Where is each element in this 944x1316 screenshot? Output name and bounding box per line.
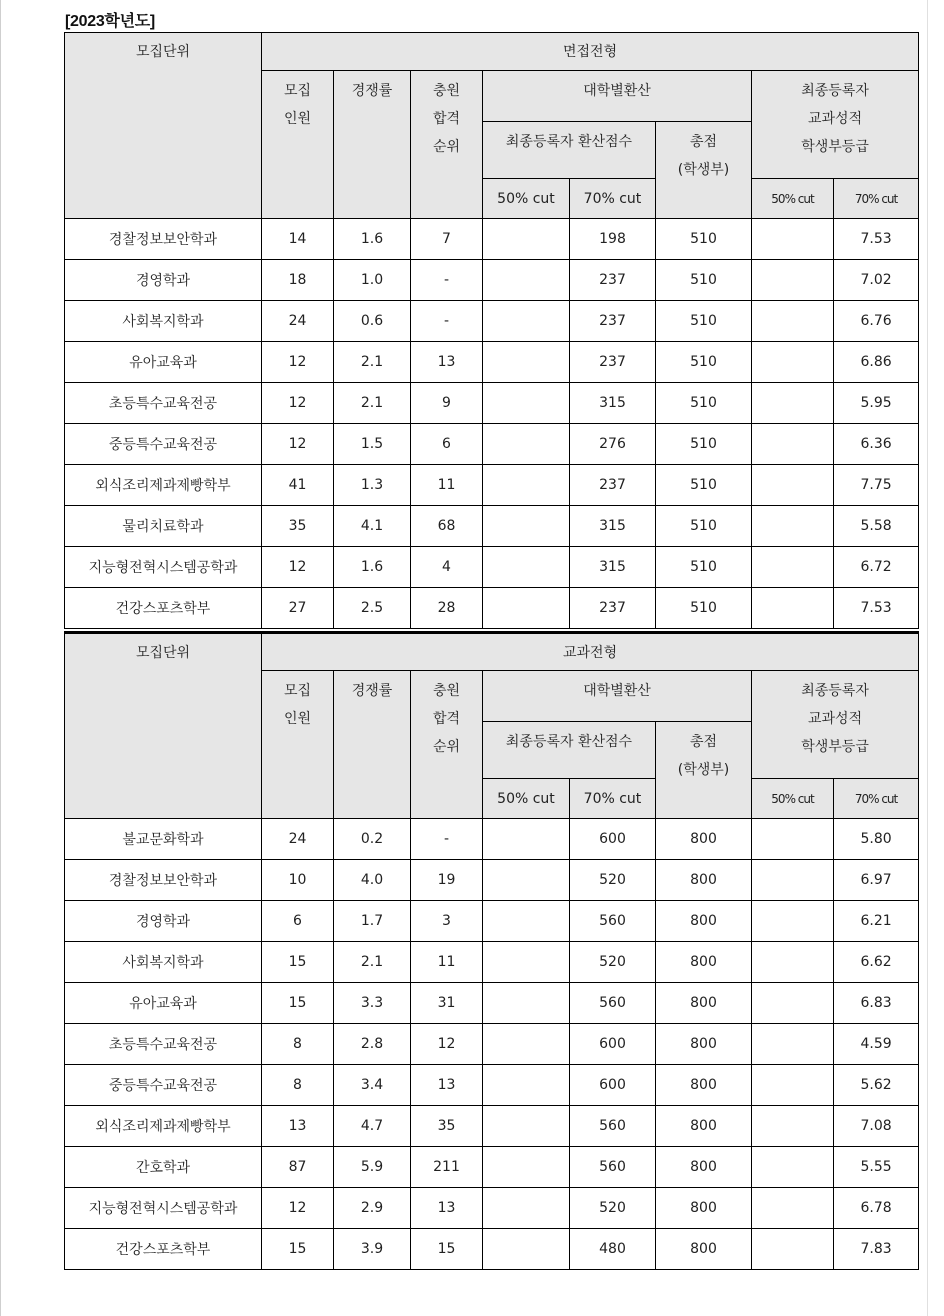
cell-conv-cut50 <box>483 588 570 629</box>
cell-competition: 5.9 <box>334 1147 411 1188</box>
cell-competition: 4.1 <box>334 506 411 547</box>
header-admission-type: 면접전형 <box>262 33 919 71</box>
cell-rank: 13 <box>411 1188 483 1229</box>
table-row <box>65 424 919 465</box>
cell-total-score: 800 <box>656 819 752 860</box>
cell-competition: 2.1 <box>334 342 411 383</box>
cell-conv-cut50 <box>483 1065 570 1106</box>
header-grade-cut50: 50% cut <box>752 179 834 219</box>
cell-rank: - <box>411 260 483 301</box>
cell-recruit: 12 <box>262 1188 334 1229</box>
table-row <box>65 1188 919 1229</box>
cell-competition: 1.5 <box>334 424 411 465</box>
cell-conv-cut70: 237 <box>570 588 656 629</box>
cell-grade-cut70: 6.97 <box>834 860 919 901</box>
cell-conv-cut70: 315 <box>570 547 656 588</box>
cell-grade-cut50 <box>752 301 834 342</box>
cell-conv-cut70: 520 <box>570 942 656 983</box>
cell-competition: 1.3 <box>334 465 411 506</box>
cell-grade-cut70: 7.83 <box>834 1229 919 1270</box>
cell-conv-cut70: 560 <box>570 1147 656 1188</box>
table-row <box>65 506 919 547</box>
cell-grade-cut70: 6.72 <box>834 547 919 588</box>
cell-unit: 물리치료학과 <box>65 506 262 547</box>
cell-conv-cut70: 237 <box>570 301 656 342</box>
cell-conv-cut50 <box>483 260 570 301</box>
cell-grade-cut50 <box>752 1147 834 1188</box>
table-body <box>65 219 919 629</box>
cell-unit: 경찰정보보안학과 <box>65 860 262 901</box>
cell-conv-cut50 <box>483 465 570 506</box>
cell-total-score: 510 <box>656 465 752 506</box>
table-row <box>65 588 919 629</box>
header-final-grade: 최종등록자 교과성적 학생부등급 <box>752 671 919 779</box>
cell-conv-cut70: 520 <box>570 860 656 901</box>
cell-rank: 12 <box>411 1024 483 1065</box>
cell-recruit: 13 <box>262 1106 334 1147</box>
cell-total-score: 510 <box>656 547 752 588</box>
cell-conv-cut50 <box>483 942 570 983</box>
cell-conv-cut70: 560 <box>570 983 656 1024</box>
cell-unit: 중등특수교육전공 <box>65 424 262 465</box>
cell-recruit: 12 <box>262 342 334 383</box>
cell-rank: 31 <box>411 983 483 1024</box>
cell-competition: 1.0 <box>334 260 411 301</box>
cell-competition: 3.4 <box>334 1065 411 1106</box>
header-final-grade: 최종등록자 교과성적 학생부등급 <box>752 71 919 179</box>
header-admission-type: 교과전형 <box>262 633 919 671</box>
table-row <box>65 819 919 860</box>
cell-conv-cut70: 560 <box>570 1106 656 1147</box>
cell-total-score: 800 <box>656 860 752 901</box>
cell-grade-cut50 <box>752 547 834 588</box>
cell-recruit: 87 <box>262 1147 334 1188</box>
cell-total-score: 510 <box>656 219 752 260</box>
cell-grade-cut50 <box>752 819 834 860</box>
cell-rank: 13 <box>411 1065 483 1106</box>
cell-total-score: 800 <box>656 1024 752 1065</box>
header-competition: 경쟁률 <box>334 71 411 219</box>
header-grade-cut50: 50% cut <box>752 779 834 819</box>
cell-recruit: 8 <box>262 1065 334 1106</box>
cell-conv-cut50 <box>483 383 570 424</box>
cell-conv-cut70: 198 <box>570 219 656 260</box>
cell-grade-cut70: 6.83 <box>834 983 919 1024</box>
cell-grade-cut50 <box>752 1106 834 1147</box>
table-row <box>65 342 919 383</box>
cell-grade-cut50 <box>752 1229 834 1270</box>
cell-unit: 경찰정보보안학과 <box>65 219 262 260</box>
cell-rank: 19 <box>411 860 483 901</box>
cell-competition: 2.1 <box>334 383 411 424</box>
cell-recruit: 14 <box>262 219 334 260</box>
table-row <box>65 1229 919 1270</box>
cell-recruit: 24 <box>262 301 334 342</box>
cell-recruit: 6 <box>262 901 334 942</box>
cell-rank: 11 <box>411 465 483 506</box>
cell-unit: 불교문화학과 <box>65 819 262 860</box>
cell-grade-cut70: 7.08 <box>834 1106 919 1147</box>
cell-total-score: 510 <box>656 260 752 301</box>
header-grade-cut70: 70% cut <box>834 179 919 219</box>
cell-recruit: 12 <box>262 424 334 465</box>
cell-rank: 211 <box>411 1147 483 1188</box>
cell-grade-cut50 <box>752 983 834 1024</box>
cell-grade-cut70: 5.55 <box>834 1147 919 1188</box>
cell-conv-cut50 <box>483 1106 570 1147</box>
subject-admission-table <box>64 631 919 1270</box>
cell-competition: 3.9 <box>334 1229 411 1270</box>
cell-unit: 사회복지학과 <box>65 942 262 983</box>
page-edge-left <box>0 0 1 1316</box>
cell-total-score: 510 <box>656 342 752 383</box>
cell-grade-cut70: 5.62 <box>834 1065 919 1106</box>
header-waitlist-rank: 충원 합격 순위 <box>411 71 483 219</box>
cell-total-score: 800 <box>656 983 752 1024</box>
header-waitlist-rank: 충원 합격 순위 <box>411 671 483 819</box>
cell-rank: 13 <box>411 342 483 383</box>
cell-competition: 4.7 <box>334 1106 411 1147</box>
cell-grade-cut70: 6.62 <box>834 942 919 983</box>
cell-unit: 경영학과 <box>65 901 262 942</box>
cell-competition: 2.1 <box>334 942 411 983</box>
cell-grade-cut50 <box>752 1188 834 1229</box>
cell-unit: 중등특수교육전공 <box>65 1065 262 1106</box>
cell-grade-cut70: 5.58 <box>834 506 919 547</box>
cell-grade-cut70: 6.76 <box>834 301 919 342</box>
cell-rank: - <box>411 819 483 860</box>
table-row <box>65 301 919 342</box>
header-university-conversion: 대학별환산 <box>483 671 752 722</box>
header-conv-cut70: 70% cut <box>570 179 656 219</box>
cell-conv-cut50 <box>483 819 570 860</box>
cell-conv-cut50 <box>483 901 570 942</box>
cell-recruit: 10 <box>262 860 334 901</box>
cell-unit: 외식조리제과제빵학부 <box>65 1106 262 1147</box>
table-row <box>65 219 919 260</box>
cell-conv-cut50 <box>483 1188 570 1229</box>
cell-conv-cut50 <box>483 1229 570 1270</box>
cell-grade-cut50 <box>752 901 834 942</box>
cell-competition: 2.9 <box>334 1188 411 1229</box>
cell-conv-cut50 <box>483 1024 570 1065</box>
cell-total-score: 510 <box>656 588 752 629</box>
cell-total-score: 800 <box>656 942 752 983</box>
cell-conv-cut70: 315 <box>570 506 656 547</box>
cell-competition: 0.2 <box>334 819 411 860</box>
cell-total-score: 800 <box>656 1106 752 1147</box>
cell-conv-cut50 <box>483 342 570 383</box>
cell-conv-cut50 <box>483 506 570 547</box>
cell-conv-cut70: 315 <box>570 383 656 424</box>
cell-total-score: 510 <box>656 301 752 342</box>
cell-recruit: 8 <box>262 1024 334 1065</box>
cell-grade-cut70: 6.86 <box>834 342 919 383</box>
header-total-score: 총점 (학생부) <box>656 122 752 219</box>
document-title: [2023학년도] <box>65 13 155 30</box>
header-recruit-count: 모집 인원 <box>262 671 334 819</box>
cell-conv-cut50 <box>483 1147 570 1188</box>
cell-grade-cut50 <box>752 383 834 424</box>
cell-conv-cut50 <box>483 983 570 1024</box>
cell-grade-cut70: 6.21 <box>834 901 919 942</box>
cell-recruit: 15 <box>262 942 334 983</box>
cell-competition: 2.5 <box>334 588 411 629</box>
cell-grade-cut70: 7.02 <box>834 260 919 301</box>
cell-total-score: 800 <box>656 1188 752 1229</box>
header-final-converted-score: 최종등록자 환산점수 <box>483 722 656 779</box>
cell-rank: 6 <box>411 424 483 465</box>
cell-recruit: 41 <box>262 465 334 506</box>
cell-grade-cut50 <box>752 1065 834 1106</box>
header-competition: 경쟁률 <box>334 671 411 819</box>
cell-conv-cut50 <box>483 547 570 588</box>
header-unit: 모집단위 <box>65 633 262 819</box>
cell-recruit: 15 <box>262 983 334 1024</box>
header-grade-cut70: 70% cut <box>834 779 919 819</box>
table-row <box>65 983 919 1024</box>
cell-recruit: 12 <box>262 547 334 588</box>
table-row <box>65 1147 919 1188</box>
cell-conv-cut70: 480 <box>570 1229 656 1270</box>
page-edge-right <box>927 0 928 1316</box>
header-final-converted-score: 최종등록자 환산점수 <box>483 122 656 179</box>
cell-unit: 건강스포츠학부 <box>65 588 262 629</box>
cell-grade-cut50 <box>752 942 834 983</box>
table-row <box>65 942 919 983</box>
cell-rank: 11 <box>411 942 483 983</box>
cell-unit: 초등특수교육전공 <box>65 1024 262 1065</box>
cell-unit: 건강스포츠학부 <box>65 1229 262 1270</box>
table-row <box>65 260 919 301</box>
cell-total-score: 800 <box>656 901 752 942</box>
cell-unit: 유아교육과 <box>65 983 262 1024</box>
cell-competition: 1.6 <box>334 219 411 260</box>
table-row <box>65 901 919 942</box>
header-conv-cut50: 50% cut <box>483 779 570 819</box>
cell-conv-cut50 <box>483 301 570 342</box>
header-conv-cut50: 50% cut <box>483 179 570 219</box>
table-body <box>65 819 919 1270</box>
cell-total-score: 510 <box>656 424 752 465</box>
cell-unit: 지능형전혁시스템공학과 <box>65 1188 262 1229</box>
cell-unit: 외식조리제과제빵학부 <box>65 465 262 506</box>
cell-recruit: 12 <box>262 383 334 424</box>
cell-grade-cut70: 7.53 <box>834 219 919 260</box>
table-row <box>65 1024 919 1065</box>
cell-competition: 2.8 <box>334 1024 411 1065</box>
cell-total-score: 510 <box>656 383 752 424</box>
cell-conv-cut70: 276 <box>570 424 656 465</box>
cell-rank: 7 <box>411 219 483 260</box>
cell-grade-cut70: 7.75 <box>834 465 919 506</box>
cell-conv-cut70: 560 <box>570 901 656 942</box>
cell-unit: 경영학과 <box>65 260 262 301</box>
cell-conv-cut70: 600 <box>570 1024 656 1065</box>
cell-grade-cut70: 5.95 <box>834 383 919 424</box>
cell-total-score: 510 <box>656 506 752 547</box>
cell-conv-cut50 <box>483 219 570 260</box>
cell-recruit: 18 <box>262 260 334 301</box>
cell-rank: 68 <box>411 506 483 547</box>
cell-recruit: 15 <box>262 1229 334 1270</box>
header-recruit-count: 모집 인원 <box>262 71 334 219</box>
table-row <box>65 1065 919 1106</box>
cell-unit: 초등특수교육전공 <box>65 383 262 424</box>
table-row <box>65 860 919 901</box>
cell-grade-cut70: 6.78 <box>834 1188 919 1229</box>
cell-rank: 35 <box>411 1106 483 1147</box>
cell-rank: 28 <box>411 588 483 629</box>
cell-competition: 4.0 <box>334 860 411 901</box>
cell-unit: 유아교육과 <box>65 342 262 383</box>
header-conv-cut70: 70% cut <box>570 779 656 819</box>
cell-rank: 15 <box>411 1229 483 1270</box>
cell-conv-cut50 <box>483 860 570 901</box>
cell-total-score: 800 <box>656 1229 752 1270</box>
cell-recruit: 27 <box>262 588 334 629</box>
cell-recruit: 35 <box>262 506 334 547</box>
cell-competition: 3.3 <box>334 983 411 1024</box>
cell-competition: 1.6 <box>334 547 411 588</box>
header-total-score: 총점 (학생부) <box>656 722 752 819</box>
cell-grade-cut70: 7.53 <box>834 588 919 629</box>
cell-grade-cut50 <box>752 342 834 383</box>
cell-rank: 4 <box>411 547 483 588</box>
cell-rank: - <box>411 301 483 342</box>
interview-admission-table <box>64 32 919 629</box>
cell-grade-cut70: 6.36 <box>834 424 919 465</box>
cell-rank: 3 <box>411 901 483 942</box>
cell-conv-cut70: 237 <box>570 465 656 506</box>
cell-grade-cut70: 5.80 <box>834 819 919 860</box>
cell-competition: 0.6 <box>334 301 411 342</box>
header-university-conversion: 대학별환산 <box>483 71 752 122</box>
cell-unit: 사회복지학과 <box>65 301 262 342</box>
header-unit: 모집단위 <box>65 33 262 219</box>
table-row <box>65 383 919 424</box>
cell-conv-cut70: 600 <box>570 1065 656 1106</box>
cell-competition: 1.7 <box>334 901 411 942</box>
table-row <box>65 547 919 588</box>
cell-grade-cut50 <box>752 1024 834 1065</box>
cell-grade-cut50 <box>752 424 834 465</box>
cell-conv-cut70: 237 <box>570 260 656 301</box>
cell-grade-cut50 <box>752 860 834 901</box>
cell-grade-cut50 <box>752 588 834 629</box>
cell-conv-cut70: 520 <box>570 1188 656 1229</box>
cell-total-score: 800 <box>656 1065 752 1106</box>
cell-grade-cut70: 4.59 <box>834 1024 919 1065</box>
cell-unit: 간호학과 <box>65 1147 262 1188</box>
cell-conv-cut70: 237 <box>570 342 656 383</box>
cell-grade-cut50 <box>752 506 834 547</box>
cell-unit: 지능형전혁시스템공학과 <box>65 547 262 588</box>
cell-rank: 9 <box>411 383 483 424</box>
cell-conv-cut50 <box>483 424 570 465</box>
table-row <box>65 1106 919 1147</box>
cell-total-score: 800 <box>656 1147 752 1188</box>
cell-conv-cut70: 600 <box>570 819 656 860</box>
cell-grade-cut50 <box>752 219 834 260</box>
cell-recruit: 24 <box>262 819 334 860</box>
table-row <box>65 465 919 506</box>
cell-grade-cut50 <box>752 260 834 301</box>
cell-grade-cut50 <box>752 465 834 506</box>
